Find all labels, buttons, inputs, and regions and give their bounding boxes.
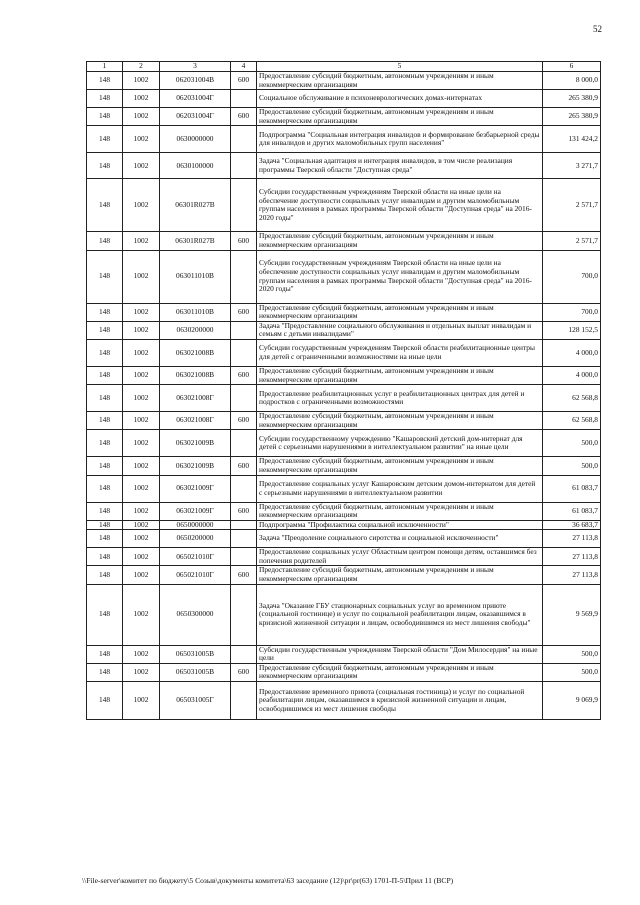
cell-expense-type: 600	[231, 232, 257, 250]
cell-section-code: 1002	[123, 457, 160, 475]
cell-expense-type: 600	[231, 72, 257, 90]
cell-target-article: 0650200000	[160, 530, 231, 548]
cell-expense-type: 600	[231, 566, 257, 584]
cell-section-code: 1002	[123, 548, 160, 566]
cell-description: Предоставление субсидий бюджетным, автономным учреждениям и иным некоммерческим организациям	[257, 366, 543, 384]
table-row	[87, 663, 601, 681]
cell-amount: 2 571,7	[543, 179, 601, 232]
cell-target-article: 065031005В	[160, 645, 231, 663]
cell-description: Субсидии государственному учреждению "Кашаровский детский дом-интернат для детей с серьезными нарушениями в интеллектуальном развитии" на иные цели	[257, 430, 543, 457]
cell-expense-type	[231, 430, 257, 457]
cell-expense-type	[231, 385, 257, 412]
file-path-footer: \\File-server\комитет по бюджету\5 Созыв\документы комитета\63 заседание (12)\pr\pr(63) 1701-П-5\Прил 11 (ВСР)	[82, 876, 454, 885]
cell-target-article: 063021009В	[160, 457, 231, 475]
column-header: 5	[257, 62, 543, 72]
cell-target-article: 0630000000	[160, 126, 231, 153]
cell-target-article: 063011010В	[160, 250, 231, 303]
cell-amount: 62 568,8	[543, 385, 601, 412]
cell-section-code: 1002	[123, 126, 160, 153]
cell-amount: 500,0	[543, 457, 601, 475]
cell-section-code: 1002	[123, 179, 160, 232]
cell-section-code: 1002	[123, 232, 160, 250]
cell-chapter-code: 148	[87, 475, 123, 502]
cell-target-article: 062031004Г	[160, 90, 231, 108]
cell-section-code: 1002	[123, 412, 160, 430]
column-header: 4	[231, 62, 257, 72]
table-row	[87, 321, 601, 339]
cell-target-article: 06301R027В	[160, 179, 231, 232]
cell-description: Задача "Предоставление социального обслуживания и отдельных выплат инвалидам и семьям с детьми инвалидами"	[257, 321, 543, 339]
cell-description: Предоставление субсидий бюджетным, автономным учреждениям и иным некоммерческим организациям	[257, 502, 543, 520]
cell-section-code: 1002	[123, 90, 160, 108]
cell-target-article: 065031005Г	[160, 682, 231, 720]
cell-section-code: 1002	[123, 520, 160, 530]
cell-chapter-code: 148	[87, 303, 123, 321]
cell-description: Предоставление социальных услуг Областным центром помощи детям, оставшимся без попечения родителей	[257, 548, 543, 566]
column-header: 2	[123, 62, 160, 72]
cell-chapter-code: 148	[87, 366, 123, 384]
cell-expense-type: 600	[231, 366, 257, 384]
cell-target-article: 063021008В	[160, 339, 231, 366]
cell-amount: 500,0	[543, 663, 601, 681]
cell-chapter-code: 148	[87, 153, 123, 179]
table-row	[87, 153, 601, 179]
cell-expense-type	[231, 645, 257, 663]
cell-amount: 27 113,8	[543, 530, 601, 548]
cell-amount: 8 000,0	[543, 72, 601, 90]
cell-chapter-code: 148	[87, 412, 123, 430]
cell-target-article: 065031005В	[160, 663, 231, 681]
table-row	[87, 645, 601, 663]
cell-amount: 27 113,8	[543, 548, 601, 566]
budget-table	[86, 61, 601, 720]
cell-chapter-code: 148	[87, 584, 123, 645]
table-row	[87, 179, 601, 232]
cell-description: Субсидии государственным учреждениям Тверской области "Дом Милосердия" на иные цели	[257, 645, 543, 663]
cell-expense-type	[231, 339, 257, 366]
cell-chapter-code: 148	[87, 179, 123, 232]
cell-expense-type: 600	[231, 412, 257, 430]
cell-target-article: 063011010В	[160, 303, 231, 321]
cell-section-code: 1002	[123, 303, 160, 321]
cell-amount: 9 569,9	[543, 584, 601, 645]
table-row	[87, 339, 601, 366]
cell-expense-type: 600	[231, 108, 257, 126]
cell-expense-type	[231, 126, 257, 153]
cell-amount: 62 568,8	[543, 412, 601, 430]
cell-amount: 131 424,2	[543, 126, 601, 153]
table-row	[87, 566, 601, 584]
table-row	[87, 502, 601, 520]
cell-expense-type	[231, 584, 257, 645]
column-header: 1	[87, 62, 123, 72]
cell-chapter-code: 148	[87, 645, 123, 663]
cell-chapter-code: 148	[87, 90, 123, 108]
cell-amount: 700,0	[543, 303, 601, 321]
cell-description: Предоставление реабилитационных услуг в реабилитационных центрах для детей и подростков с ограниченными возможностями	[257, 385, 543, 412]
cell-amount: 61 083,7	[543, 475, 601, 502]
cell-target-article: 0630200000	[160, 321, 231, 339]
cell-description: Задача "Социальная адаптация и интеграция инвалидов, в том числе реализация программы Тверской области "Доступная среда"	[257, 153, 543, 179]
cell-section-code: 1002	[123, 321, 160, 339]
table-header-row	[87, 62, 601, 72]
cell-amount: 700,0	[543, 250, 601, 303]
cell-chapter-code: 148	[87, 126, 123, 153]
cell-expense-type	[231, 530, 257, 548]
cell-description: Предоставление субсидий бюджетным, автономным учреждениям и иным некоммерческим организациям	[257, 412, 543, 430]
cell-section-code: 1002	[123, 502, 160, 520]
cell-expense-type	[231, 90, 257, 108]
table-row	[87, 366, 601, 384]
table-row	[87, 584, 601, 645]
cell-section-code: 1002	[123, 682, 160, 720]
cell-expense-type	[231, 682, 257, 720]
cell-expense-type: 600	[231, 502, 257, 520]
cell-description: Подпрограмма "Социальная интеграция инвалидов и формирование безбарьерной среды для инвалидов и других маломобильных групп населения"	[257, 126, 543, 153]
table-row	[87, 682, 601, 720]
cell-description: Задача "Оказание ГБУ стационарных социальных услуг во временном приюте (социальной гостинице) и услуг по социальной реабилитации лицам, оказавшимся в кризисной жизненной ситуации и лицам, освободившимся из мест лишения свободы"	[257, 584, 543, 645]
cell-chapter-code: 148	[87, 108, 123, 126]
cell-description: Предоставление субсидий бюджетным, автономным учреждениям и иным некоммерческим организациям	[257, 566, 543, 584]
cell-section-code: 1002	[123, 339, 160, 366]
cell-target-article: 0630100000	[160, 153, 231, 179]
cell-description: Субсидии государственным учреждениям Тверской области на иные цели на обеспечение доступности социальных услуг инвалидам и другим маломобильным группам населения в рамках программы Тверской области "Доступная среда" на 2016-2020 годы"	[257, 179, 543, 232]
table-row	[87, 530, 601, 548]
cell-chapter-code: 148	[87, 682, 123, 720]
cell-amount: 265 380,9	[543, 108, 601, 126]
cell-expense-type	[231, 153, 257, 179]
cell-description: Предоставление субсидий бюджетным, автономным учреждениям и иным некоммерческим организациям	[257, 72, 543, 90]
cell-section-code: 1002	[123, 72, 160, 90]
cell-expense-type	[231, 548, 257, 566]
cell-description: Социальное обслуживание в психоневрологических домах-интернатах	[257, 90, 543, 108]
cell-target-article: 065021010Г	[160, 548, 231, 566]
cell-target-article: 063021008Г	[160, 412, 231, 430]
cell-section-code: 1002	[123, 530, 160, 548]
cell-section-code: 1002	[123, 584, 160, 645]
cell-target-article: 063021008В	[160, 366, 231, 384]
cell-target-article: 063021008Г	[160, 385, 231, 412]
table-row	[87, 548, 601, 566]
table-row	[87, 232, 601, 250]
cell-expense-type: 600	[231, 663, 257, 681]
cell-chapter-code: 148	[87, 72, 123, 90]
column-header: 3	[160, 62, 231, 72]
cell-section-code: 1002	[123, 430, 160, 457]
table-row	[87, 303, 601, 321]
cell-chapter-code: 148	[87, 457, 123, 475]
cell-description: Предоставление субсидий бюджетным, автономным учреждениям и иным некоммерческим организациям	[257, 663, 543, 681]
cell-amount: 128 152,5	[543, 321, 601, 339]
cell-amount: 27 113,8	[543, 566, 601, 584]
cell-target-article: 063021009В	[160, 430, 231, 457]
column-header: 6	[543, 62, 601, 72]
cell-expense-type	[231, 179, 257, 232]
cell-amount: 3 271,7	[543, 153, 601, 179]
cell-amount: 2 571,7	[543, 232, 601, 250]
cell-description: Предоставление субсидий бюджетным, автономным учреждениям и иным некоммерческим организациям	[257, 108, 543, 126]
table-row	[87, 520, 601, 530]
cell-amount: 61 083,7	[543, 502, 601, 520]
cell-expense-type	[231, 250, 257, 303]
cell-expense-type: 600	[231, 457, 257, 475]
cell-amount: 36 683,7	[543, 520, 601, 530]
cell-description: Задача "Преодоление социального сиротства и социальной исключенности"	[257, 530, 543, 548]
cell-description: Предоставление субсидий бюджетным, автономным учреждениям и иным некоммерческим организациям	[257, 232, 543, 250]
cell-expense-type: 600	[231, 303, 257, 321]
cell-amount: 4 000,0	[543, 366, 601, 384]
cell-description: Предоставление социальных услуг Кашаровским детским домом-интернатом для детей с серьезными нарушениями в интеллектуальном развитии	[257, 475, 543, 502]
cell-description: Субсидии государственным учреждениям Тверской области реабилитационные центры для детей с ограниченными возможностями на иные цели	[257, 339, 543, 366]
cell-chapter-code: 148	[87, 250, 123, 303]
cell-chapter-code: 148	[87, 530, 123, 548]
cell-description: Предоставление временного приюта (социальная гостиница) и услуг по социальной реабилитации лицам, оказавшимся в кризисной жизненной ситуации и лицам, освободившимся из мест лишения свободы	[257, 682, 543, 720]
cell-expense-type	[231, 520, 257, 530]
cell-section-code: 1002	[123, 385, 160, 412]
cell-amount: 265 380,9	[543, 90, 601, 108]
table-row	[87, 108, 601, 126]
table-row	[87, 457, 601, 475]
table-row	[87, 385, 601, 412]
cell-section-code: 1002	[123, 645, 160, 663]
cell-expense-type	[231, 321, 257, 339]
cell-chapter-code: 148	[87, 232, 123, 250]
cell-amount: 500,0	[543, 645, 601, 663]
cell-section-code: 1002	[123, 566, 160, 584]
table-row	[87, 412, 601, 430]
cell-chapter-code: 148	[87, 663, 123, 681]
table-row	[87, 90, 601, 108]
cell-amount: 500,0	[543, 430, 601, 457]
cell-description: Предоставление субсидий бюджетным, автономным учреждениям и иным некоммерческим организациям	[257, 303, 543, 321]
cell-section-code: 1002	[123, 663, 160, 681]
cell-target-article: 0650000000	[160, 520, 231, 530]
cell-chapter-code: 148	[87, 520, 123, 530]
cell-target-article: 062031004В	[160, 72, 231, 90]
cell-chapter-code: 148	[87, 339, 123, 366]
cell-chapter-code: 148	[87, 321, 123, 339]
table-row	[87, 430, 601, 457]
cell-chapter-code: 148	[87, 385, 123, 412]
cell-amount: 9 069,9	[543, 682, 601, 720]
cell-target-article: 06301R027В	[160, 232, 231, 250]
cell-section-code: 1002	[123, 366, 160, 384]
cell-section-code: 1002	[123, 108, 160, 126]
page-number: 52	[593, 24, 602, 34]
cell-section-code: 1002	[123, 475, 160, 502]
cell-chapter-code: 148	[87, 430, 123, 457]
cell-chapter-code: 148	[87, 548, 123, 566]
cell-amount: 4 000,0	[543, 339, 601, 366]
cell-section-code: 1002	[123, 250, 160, 303]
cell-target-article: 062031004Г	[160, 108, 231, 126]
table-row	[87, 126, 601, 153]
table-row	[87, 72, 601, 90]
cell-target-article: 0650300000	[160, 584, 231, 645]
cell-target-article: 063021009Г	[160, 502, 231, 520]
cell-expense-type	[231, 475, 257, 502]
cell-target-article: 065021010Г	[160, 566, 231, 584]
cell-target-article: 063021009Г	[160, 475, 231, 502]
cell-chapter-code: 148	[87, 502, 123, 520]
cell-description: Предоставление субсидий бюджетным, автономным учреждениям и иным некоммерческим организациям	[257, 457, 543, 475]
table-row	[87, 250, 601, 303]
cell-description: Подпрограмма "Профилактика социальной исключенности"	[257, 520, 543, 530]
cell-chapter-code: 148	[87, 566, 123, 584]
cell-description: Субсидии государственным учреждениям Тверской области на иные цели на обеспечение доступности социальных услуг инвалидам и другим маломобильным группам населения в рамках программы Тверской области "Доступная среда" на 2016-2020 годы"	[257, 250, 543, 303]
table-row	[87, 475, 601, 502]
cell-section-code: 1002	[123, 153, 160, 179]
